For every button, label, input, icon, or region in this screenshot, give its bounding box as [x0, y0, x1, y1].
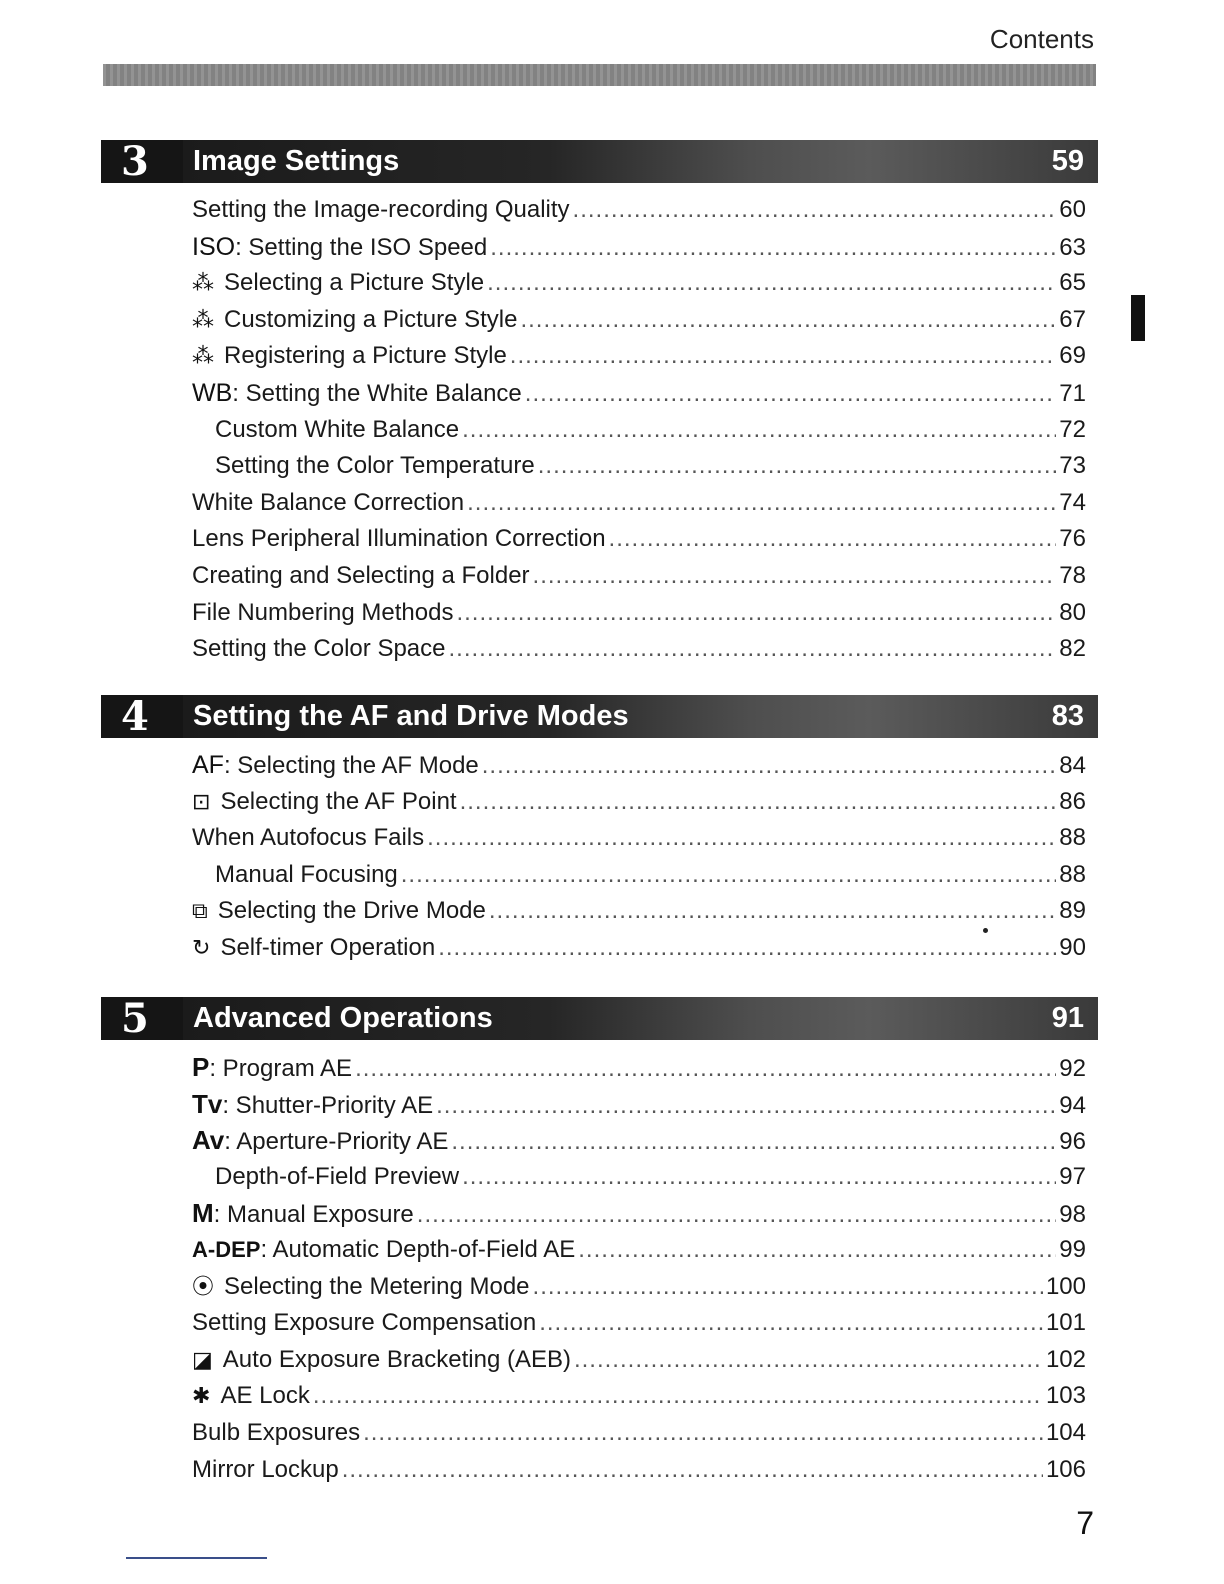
aperture-priority-icon: Av: [192, 1125, 225, 1156]
entry-page: 67: [1059, 305, 1086, 333]
entry-label: Custom White Balance: [215, 415, 460, 443]
toc-entry[interactable]: [192, 930, 1086, 967]
a-dep-icon: A-DEP: [192, 1236, 261, 1262]
entry-page: 65: [1059, 269, 1086, 297]
entry-label: Creating and Selecting a Folder: [192, 561, 530, 589]
entry-page: 76: [1059, 525, 1086, 553]
entry-label: When Autofocus Fails: [192, 824, 425, 852]
entry-page: 104: [1045, 1418, 1086, 1446]
dot-leader: [487, 265, 1056, 302]
toc-entry[interactable]: [192, 747, 1086, 784]
entry-page: 97: [1059, 1162, 1086, 1190]
dot-leader: [449, 631, 1057, 668]
af-mode-icon: AF: [192, 751, 224, 779]
toc-entry[interactable]: [192, 375, 1086, 412]
toc-entry[interactable]: [192, 784, 1086, 821]
chapter-thumb-tab: [1131, 295, 1145, 341]
toc-entry[interactable]: [192, 265, 1086, 302]
dot-leader: [460, 784, 1057, 821]
toc-entry[interactable]: [192, 1452, 1086, 1489]
af-point-icon: ⊡: [192, 788, 211, 814]
chapter-title: Advanced Operations: [193, 1002, 493, 1034]
entry-page: 80: [1059, 598, 1086, 626]
entry-page: 103: [1045, 1382, 1086, 1410]
toc-entry[interactable]: [192, 302, 1086, 339]
toc-entry[interactable]: [192, 229, 1086, 266]
dot-leader: [363, 1415, 1043, 1452]
entry-label: Self-timer Operation: [220, 933, 436, 961]
toc-entry[interactable]: [192, 1195, 1086, 1232]
toc-entry[interactable]: [192, 1122, 1086, 1159]
entry-page: 84: [1059, 752, 1086, 779]
entry-label: White Balance Correction: [192, 488, 465, 516]
chapter-title: Setting the AF and Drive Modes: [193, 700, 629, 732]
dot-leader: [427, 820, 1056, 857]
dot-leader: [533, 558, 1057, 595]
white-balance-icon: WB: [192, 378, 233, 407]
dot-leader: [436, 1088, 1056, 1125]
entry-label: Mirror Lockup: [192, 1455, 339, 1483]
dot-leader: [489, 893, 1056, 930]
entry-page: 71: [1059, 379, 1086, 407]
aeb-icon: ◪: [192, 1346, 213, 1372]
entry-page: 73: [1059, 452, 1086, 480]
toc-entry[interactable]: [192, 1378, 1086, 1415]
entry-label: : Setting the ISO Speed: [235, 233, 488, 261]
toc-entry[interactable]: [192, 1232, 1086, 1269]
entry-page: 69: [1059, 342, 1086, 370]
entry-label: Manual Focusing: [215, 860, 398, 888]
picture-style-icon: ⁂: [192, 343, 214, 369]
metering-mode-icon: ⦿: [192, 1273, 215, 1299]
dot-leader: [525, 376, 1057, 413]
entry-label: : Program AE: [209, 1055, 353, 1082]
running-title: Contents: [989, 24, 1094, 54]
entry-label: Setting Exposure Compensation: [192, 1309, 537, 1337]
toc-subentry[interactable]: [215, 412, 1086, 449]
dot-leader: [539, 1305, 1043, 1342]
chapter-heading-bar[interactable]: [101, 695, 1098, 738]
stray-mark: [983, 928, 988, 933]
program-ae-icon: P: [192, 1052, 210, 1082]
toc-entry[interactable]: [192, 893, 1086, 930]
entry-label: Setting the Image-recording Quality: [192, 196, 570, 223]
dot-leader: [417, 1197, 1057, 1234]
footer-line: [126, 1557, 267, 1559]
dot-leader: [451, 1124, 1056, 1161]
chapter-heading-bar[interactable]: [101, 997, 1098, 1040]
toc-entry[interactable]: [192, 1086, 1086, 1123]
dot-leader: [533, 1269, 1043, 1306]
iso-icon: ISO: [192, 232, 236, 261]
dot-leader: [462, 412, 1056, 449]
dot-leader: [578, 1232, 1056, 1269]
dot-leader: [438, 930, 1056, 967]
toc-entry[interactable]: [192, 631, 1086, 668]
chapter-4: [101, 695, 1098, 967]
toc-entry[interactable]: [192, 192, 1086, 229]
toc-entry[interactable]: [192, 1305, 1086, 1342]
entry-label: Selecting the Drive Mode: [217, 897, 486, 925]
entry-label: Setting the Color Temperature: [215, 452, 535, 480]
entry-label: Selecting the Metering Mode: [224, 1272, 530, 1300]
entry-page: 82: [1059, 635, 1086, 663]
page-number: 7: [1076, 1505, 1094, 1541]
toc-entries: [101, 1049, 1098, 1488]
entry-label: AE Lock: [220, 1382, 310, 1410]
dot-leader: [490, 230, 1056, 267]
dot-leader: [462, 1159, 1056, 1196]
entry-label: : Aperture-Priority AE: [224, 1128, 449, 1156]
entry-page: 74: [1059, 488, 1086, 516]
dot-leader: [574, 1342, 1043, 1379]
entry-page: 60: [1059, 196, 1086, 223]
entry-label: Setting the Color Space: [192, 635, 446, 663]
chapter-number: 4: [121, 693, 149, 740]
dot-leader: [482, 748, 1057, 785]
entry-page: 92: [1059, 1055, 1086, 1082]
entry-page: 94: [1059, 1091, 1086, 1119]
toc-entry[interactable]: [192, 1049, 1086, 1086]
entry-page: 88: [1059, 824, 1086, 852]
dot-leader: [313, 1378, 1043, 1415]
entry-label: Depth-of-Field Preview: [215, 1162, 460, 1190]
entry-page: 101: [1045, 1309, 1086, 1337]
chapter-page: 83: [1051, 700, 1084, 732]
toc-subentry[interactable]: [215, 857, 1086, 894]
drive-mode-icon: ⧉: [192, 898, 208, 924]
chapter-5: [101, 997, 1098, 1488]
entry-label: : Shutter-Priority AE: [222, 1091, 434, 1119]
dot-leader: [538, 448, 1057, 485]
chapter-3: [101, 140, 1098, 668]
entry-page: 100: [1045, 1272, 1086, 1300]
entry-page: 86: [1059, 787, 1086, 815]
entry-page: 106: [1045, 1455, 1086, 1483]
toc-subentry[interactable]: [215, 448, 1086, 485]
toc-entry[interactable]: [192, 820, 1086, 857]
entry-label: : Automatic Depth-of-Field AE: [260, 1235, 576, 1263]
entry-label: Lens Peripheral Illumination Correction: [192, 525, 606, 553]
entry-page: 72: [1059, 415, 1086, 443]
manual-exposure-icon: M: [192, 1198, 214, 1229]
toc-entry[interactable]: [192, 1342, 1086, 1379]
toc-entry[interactable]: [192, 1415, 1086, 1452]
chapter-page: 59: [1051, 145, 1084, 177]
dot-leader: [510, 338, 1057, 375]
entry-page: 89: [1059, 897, 1086, 925]
entry-page: 63: [1059, 233, 1086, 261]
chapter-title: Image Settings: [193, 145, 400, 177]
dot-leader: [609, 521, 1057, 558]
toc-entry[interactable]: [192, 595, 1086, 632]
toc-entry[interactable]: [192, 1269, 1086, 1306]
dot-leader: [520, 302, 1056, 339]
entry-label: Selecting a Picture Style: [224, 269, 485, 297]
header-rule: [103, 64, 1096, 86]
entry-page: 88: [1059, 860, 1086, 888]
ae-lock-icon: ✱: [192, 1383, 211, 1409]
toc-entry[interactable]: [192, 521, 1086, 558]
entry-label: Auto Exposure Bracketing (AEB): [222, 1345, 571, 1373]
dot-leader: [342, 1452, 1043, 1489]
entry-page: 96: [1059, 1128, 1086, 1156]
toc-subentry[interactable]: [215, 1159, 1086, 1196]
picture-style-icon: ⁂: [192, 270, 214, 296]
toc-entry[interactable]: [192, 485, 1086, 522]
chapter-number: 3: [121, 138, 149, 185]
entry-page: 78: [1059, 561, 1086, 589]
dot-leader: [355, 1051, 1056, 1088]
entry-page: 98: [1059, 1201, 1086, 1229]
shutter-priority-icon: Tv: [192, 1088, 223, 1119]
entry-label: : Selecting the AF Mode: [223, 752, 479, 779]
picture-style-icon: ⁂: [192, 306, 214, 332]
toc-entry[interactable]: [192, 558, 1086, 595]
entry-label: : Setting the White Balance: [232, 379, 522, 407]
entry-label: File Numbering Methods: [192, 598, 454, 626]
toc-entries: [101, 192, 1098, 668]
dot-leader: [456, 595, 1056, 632]
dot-leader: [467, 485, 1056, 522]
entry-page: 102: [1045, 1345, 1086, 1373]
entry-label: Selecting the AF Point: [220, 787, 457, 815]
entry-page: 90: [1059, 933, 1086, 961]
chapter-page: 91: [1051, 1002, 1084, 1034]
dot-leader: [573, 192, 1057, 229]
entry-label: Registering a Picture Style: [224, 342, 507, 370]
chapter-heading-bar[interactable]: [101, 140, 1098, 183]
entry-label: : Manual Exposure: [213, 1201, 414, 1229]
self-timer-icon: ↻: [192, 934, 211, 960]
dot-leader: [401, 857, 1057, 894]
entry-page: 99: [1059, 1235, 1086, 1263]
entry-label: Bulb Exposures: [192, 1418, 361, 1446]
toc-entry[interactable]: [192, 338, 1086, 375]
toc-entries: [101, 747, 1098, 967]
entry-label: Customizing a Picture Style: [224, 305, 518, 333]
chapter-number: 5: [121, 995, 149, 1042]
